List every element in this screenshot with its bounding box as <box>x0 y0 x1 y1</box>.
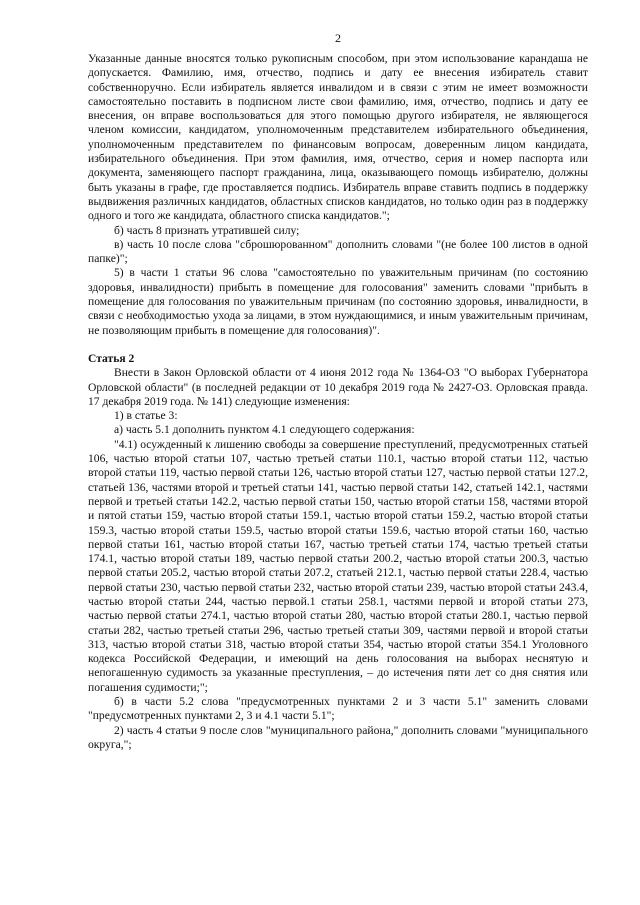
paragraph: а) часть 5.1 дополнить пунктом 4.1 следующего содержания: <box>114 423 415 437</box>
paragraph: б) часть 8 признать утратившей силу; <box>114 223 300 237</box>
paragraph: 1) в статье 3: <box>114 409 178 423</box>
paragraph: 5) в части 1 статьи 96 слова "самостоятельно по уважительным причинам (по состоянию здоровья, инвалидности) прибыть в помещение для голосования" заменить словами "прибыть в помещение для голосования по уважительным причинам (по состоянию здоровья, инвалидности, в связи с необходимостью ухода за лицами, в этом нуждающимися, и иным уважительным причинам, не позволяющим прибыть в помещение для голосования)". <box>88 266 588 337</box>
paragraph: "4.1) осужденный к лишению свободы за совершение преступлений, предусмотренных статьей 106, частью второй статьи 107, частью третьей статьи 110.1, частью второй статьи 112, частью второй статьи 119, частью первой статьи 126, частью второй статьи 127, частью первой статьи 127.2, статьей 136, частями второй и третьей статьи 141, частью первой статьи 142, статьей 142.1, частями первой и третьей статьи 142.2, частью первой статьи 150, частью второй статьи 158, частями второй и пятой статьи 159, частью второй статьи 159.1, частью второй статьи 159.2, частью второй статьи 159.3, частью второй статьи 159.5, частью второй статьи 159.6, частью второй статьи 160, частью первой статьи 161, частью второй статьи 167, частью третьей статьи 174, частью третьей статьи 174.1, частью второй статьи 189, частью первой статьи 200.2, частью второй статьи 200.3, частью первой статьи 205.2, частью второй статьи 207.2, статьей 212.1, частью первой статьи 228.4, частью первой статьи 230, частью первой статьи 232, частью второй статьи 239, частью второй статьи 243.4, частью второй статьи 244, частью первой.1 статьи 258.1, частями первой и второй статьи 273, частью первой статьи 274.1, частью второй статьи 280, частью второй статьи 280.1, частью первой статьи 282, частью третьей статьи 296, частью третьей статьи 309, частями первой и второй статьи 313, частью второй статьи 318, частью второй статьи 354, частью второй статьи 354.1 Уголовного кодекса Российской Федерации, и имеющий на день голосования на выборах неснятую и непогашенную судимость за указанные преступления, – до истечения пяти лет со дня снятия или погашения судимости;"; <box>88 437 588 694</box>
paragraph: Внести в Закон Орловской области от 4 июня 2012 года № 1364-ОЗ "О выборах Губернатора Орловской области" (в последней редакции от 10 декабря 2019 года № 2427-ОЗ. Орловская правда. 17 декабря 2019 года. № 141) следующие изменения: <box>88 366 588 408</box>
paragraph: Указанные данные вносятся только рукописным способом, при этом использование карандаша не допускается. Фамилию, имя, отчество, подпись и дату ее внесения избиратель ставит собственноручно. Если избиратель является инвалидом и в связи с этим не имеет возможности самостоятельно поставить в подписном листе свои фамилию, имя, отчество, подпись и дату ее внесения, он вправе воспользоваться для этого помощью другого избирателя, не являющегося членом комиссии, кандидатом, уполномоченным представителем избирательного объединения, уполномоченным представителем по финансовым вопросам, доверенным лицом кандидата, избирательного объединения. При этом фамилия, имя, отчество, серия и номер паспорта или документа, заменяющего паспорт гражданина, лица, оказывающего помощь избирателю, должны быть указаны в графе, где проставляется подпись. Избиратель вправе ставить подпись в поддержку выдвижения различных кандидатов, областных списков кандидатов, но только один раз в поддержку одного и того же кандидата, областного списка кандидатов."; <box>88 52 588 223</box>
article-title: Статья 2 <box>88 351 135 365</box>
spacer <box>88 338 588 352</box>
paragraph: в) часть 10 после слова "сброшюрованном" дополнить словами "(не более 100 листов в одной папке)"; <box>88 237 588 266</box>
page-number: 2 <box>335 31 341 45</box>
document-body <box>88 52 588 752</box>
paragraph: б) в части 5.2 слова "предусмотренных пунктами 2 и 3 части 5.1" заменить словами "предусмотренных пунктами 2, 3 и 4.1 части 5.1"; <box>88 695 588 723</box>
paragraph: 2) часть 4 статьи 9 после слов "муниципального района," дополнить словами "муниципального округа,"; <box>88 723 588 751</box>
